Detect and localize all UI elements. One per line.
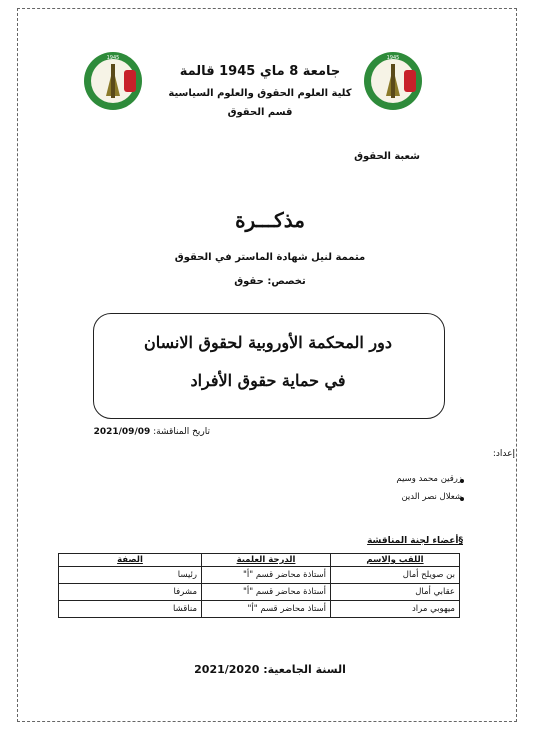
jury-rank: أستاذ محاضر قسم "أ" — [202, 601, 331, 618]
university-logo-right — [362, 50, 424, 112]
svg-text:1945: 1945 — [106, 55, 120, 61]
academic-year: السنة الجامعية: 2021/2020 — [194, 663, 346, 676]
university-name: جامعة 8 ماي 1945 قالمة — [179, 64, 341, 79]
jury-role: مناقشا — [59, 601, 202, 618]
jury-rank: أستاذة محاضر قسم "أ" — [202, 584, 331, 601]
branch-label: شعبة الحقوق — [354, 151, 420, 162]
jury-name: ميهوبي مراد — [331, 601, 460, 618]
svg-text:1945: 1945 — [386, 55, 400, 61]
jury-header-rank: الدرجة العلمية — [202, 554, 331, 567]
jury-role: رئيسا — [59, 567, 202, 584]
table-row — [59, 601, 460, 618]
prepared-by-label: إعداد: — [492, 449, 515, 459]
jury-role: مشرفا — [59, 584, 202, 601]
jury-table — [58, 553, 460, 618]
author-name: شعلال نصر الدين — [401, 492, 462, 502]
table-row — [59, 584, 460, 601]
memo-heading: مذكـــرة — [235, 208, 305, 232]
jury-label: §أعضاء لجنة المناقشة — [367, 536, 463, 546]
degree-line: متممة لنيل شهادة الماستر في الحقوق — [174, 252, 366, 263]
jury-name: بن صويلح أمال — [331, 567, 460, 584]
university-logo-left — [82, 50, 144, 112]
department-name: قسم الحقوق — [227, 107, 293, 118]
jury-header-row — [59, 554, 460, 567]
jury-rank: أستاذة محاضر قسم "أ" — [202, 567, 331, 584]
table-row — [59, 567, 460, 584]
defense-date — [60, 427, 210, 437]
jury-header-role: الصفة — [59, 554, 202, 567]
faculty-name: كلية العلوم الحقوق والعلوم السياسية — [168, 88, 352, 99]
author-name: زرقين محمد وسيم — [396, 474, 462, 484]
defense-date-value: 2021/09/09 — [93, 427, 151, 437]
thesis-title-box — [93, 313, 445, 419]
jury-name: عقابي أمال — [331, 584, 460, 601]
defense-date-label: تاريخ المناقشة: — [153, 427, 210, 437]
specialty-line: تخصص: حقوق — [234, 276, 306, 287]
thesis-title-line1: دور المحكمة الأوروبية لحقوق الانسان — [144, 333, 392, 352]
jury-header-name: اللقب والاسم — [331, 554, 460, 567]
thesis-title-line2: في حماية حقوق الأفراد — [190, 371, 346, 390]
